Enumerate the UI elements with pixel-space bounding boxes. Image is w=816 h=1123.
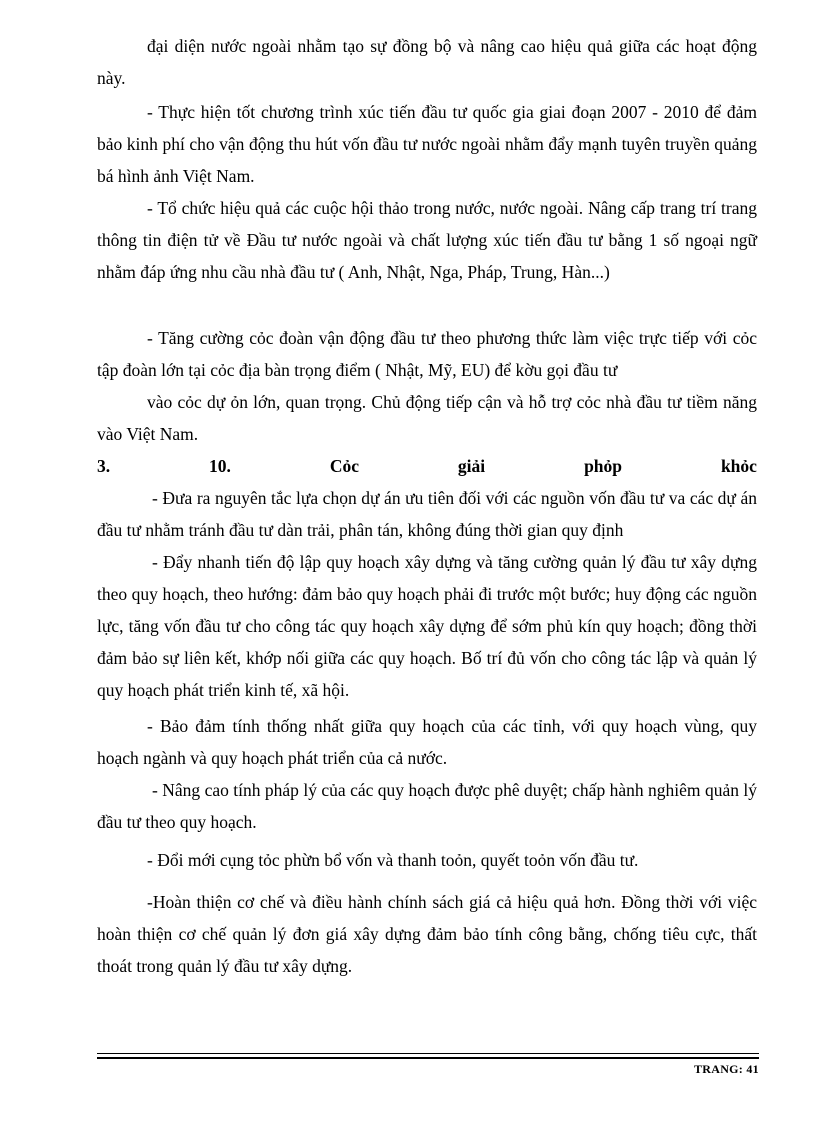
page-number: TRANG: 41 xyxy=(693,1062,759,1076)
heading-part: Cỏc xyxy=(329,456,359,476)
section-heading xyxy=(97,450,757,482)
paragraph-capital-allocation: - Đổi mới cụng tỏc phừn bổ vốn và thanh toỏn, quyết toỏn vốn đầu tư. xyxy=(147,850,639,870)
paragraph-large-projects: vào cỏc dự ỏn lớn, quan trọng. Chủ động tiếp cận và hỗ trợ cỏc nhà đầu tư tiềm năng vào Việt Nam. xyxy=(97,392,757,444)
heading-part: 10. xyxy=(209,456,231,476)
heading-part: phỏp xyxy=(584,456,623,476)
paragraph-planning: - Đẩy nhanh tiến độ lập quy hoạch xây dựng và tăng cường quản lý đầu tư xây dựng theo quy hoạch, theo hướng: đảm bảo quy hoạch phải đi trước một bước; huy động các nguồn lực, tăng vốn đầu tư cho công tác quy hoạch xây dựng để sớm phủ kín quy hoạch; đồng thời đảm bảo sự liên kết, khớp nối giữa các quy hoạch. Bố trí đủ vốn cho công tác lập và quản lý quy hoạch phát triển kinh tế, xã hội. xyxy=(97,552,757,700)
heading-part: giải xyxy=(457,456,486,476)
heading-part: 3. xyxy=(97,456,111,476)
footer-divider-thick xyxy=(97,1057,759,1059)
paragraph-priority-principles: - Đưa ra nguyên tắc lựa chọn dự án ưu tiên đối với các nguồn vốn đầu tư va các dự án đầu tư nhằm tránh đầu tư dàn trải, phân tán, không đúng thời gian quy định xyxy=(97,488,757,540)
heading-part: khỏc xyxy=(720,456,757,476)
paragraph-price-mechanism: -Hoàn thiện cơ chế và điều hành chính sách giá cả hiệu quả hơn. Đồng thời với việc hoàn thiện cơ chế quản lý đơn giá xây dựng đảm bảo tính công bằng, chống tiêu cực, thất thoát trong quản lý đầu tư xây dựng. xyxy=(97,892,757,976)
paragraph-delegations: - Tăng cường cỏc đoàn vận động đầu tư theo phương thức làm việc trực tiếp với cỏc tập đoàn lớn tại cỏc địa bàn trọng điểm ( Nhật, Mỹ, EU) để kờu gọi đầu tư xyxy=(97,328,757,380)
paragraph-planning-unity: - Bảo đảm tính thống nhất giữa quy hoạch của các tỉnh, với quy hoạch vùng, quy hoạch ngành và quy hoạch phát triển của cả nước. xyxy=(97,716,757,768)
footer-divider xyxy=(97,1053,759,1054)
paragraph-continuation: đại diện nước ngoài nhằm tạo sự đồng bộ và nâng cao hiệu quả giữa các hoạt động này. xyxy=(97,36,757,88)
paragraph-legal-planning: - Nâng cao tính pháp lý của các quy hoạch được phê duyệt; chấp hành nghiêm quản lý đầu tư theo quy hoạch. xyxy=(97,780,757,832)
paragraph-conferences: - Tổ chức hiệu quả các cuộc hội thảo trong nước, nước ngoài. Nâng cấp trang trí trang thông tin điện tử về Đầu tư nước ngoài và chất lượng xúc tiến đầu tư bằng 1 số ngoại ngữ nhằm đáp ứng nhu cầu nhà đầu tư ( Anh, Nhật, Nga, Pháp, Trung, Hàn...) xyxy=(97,198,757,282)
paragraph-investment-promotion: - Thực hiện tốt chương trình xúc tiến đầu tư quốc gia giai đoạn 2007 - 2010 để đảm bảo kinh phí cho vận động thu hút vốn đầu tư nước ngoài nhằm đẩy mạnh tuyên truyền quảng bá hình ảnh Việt Nam. xyxy=(97,102,757,186)
